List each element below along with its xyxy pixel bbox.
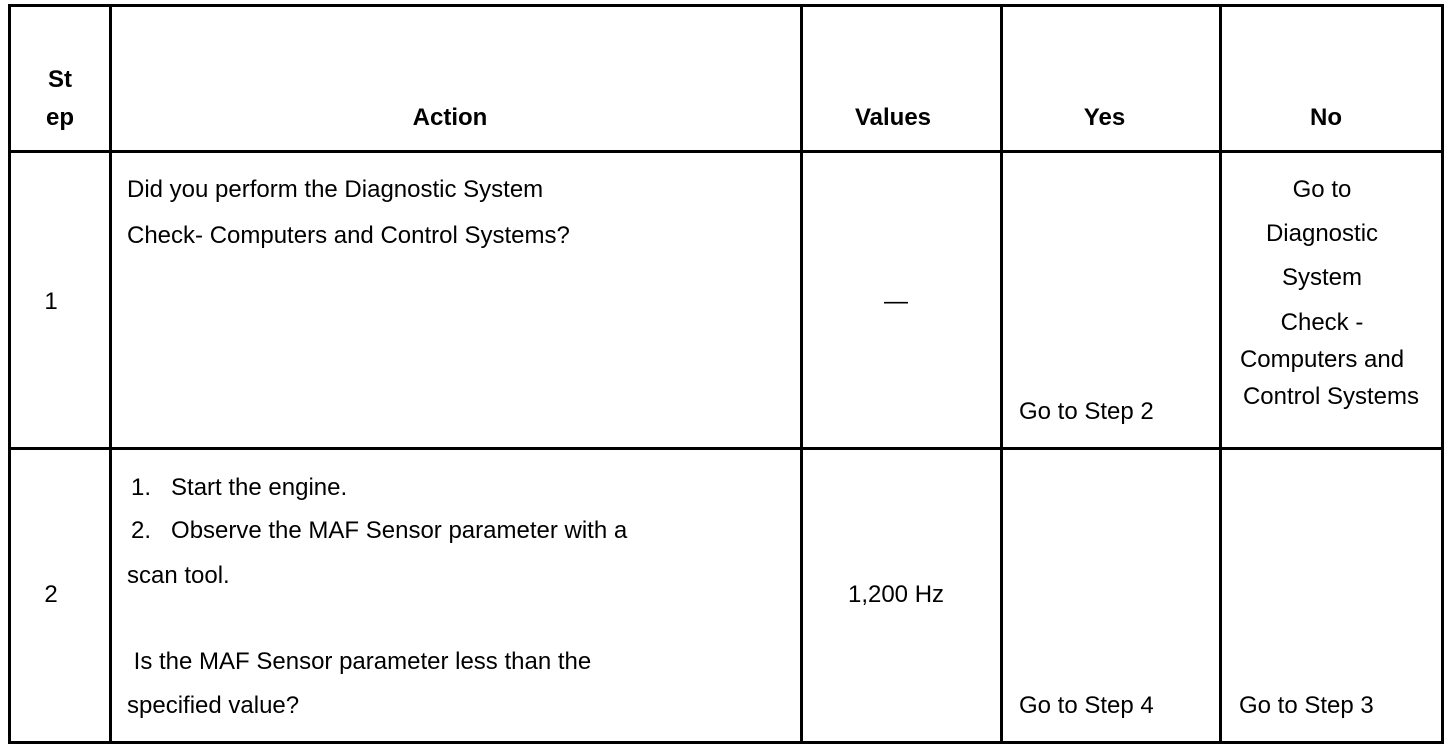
row-divider [8, 447, 1444, 450]
row1-no-line6: Control Systems [1242, 383, 1420, 410]
row2-yes: Go to Step 4 [1019, 692, 1154, 719]
header-action: Action [412, 104, 488, 131]
header-values: Values [854, 104, 932, 131]
row1-no-line5: Computers and [1239, 346, 1405, 373]
row1-yes: Go to Step 2 [1019, 398, 1154, 425]
header-step-line2: ep [45, 104, 74, 131]
row1-action-line2: Check- Computers and Control Systems? [127, 222, 570, 249]
row1-value: — [884, 288, 908, 315]
header-step-line1: St [48, 66, 72, 93]
row1-no-line1: Go to [1292, 176, 1352, 203]
row2-action-line5: specified value? [127, 692, 300, 719]
row2-action-line4: Is the MAF Sensor parameter less than the [127, 648, 592, 675]
row1-no-line2: Diagnostic [1265, 220, 1379, 247]
table-border-bottom [8, 741, 1444, 744]
row2-action-line3: scan tool. [127, 562, 230, 589]
row2-action-line2: 2. Observe the MAF Sensor parameter with a [131, 517, 628, 544]
row1-no-line4: Check - [1280, 309, 1364, 336]
row1-step: 1 [44, 288, 58, 315]
table-border-right [1441, 4, 1444, 744]
table-border-top [8, 4, 1444, 7]
row2-no: Go to Step 3 [1239, 692, 1374, 719]
header-divider [8, 150, 1444, 153]
header-no: No [1310, 104, 1342, 131]
header-yes: Yes [1083, 104, 1126, 131]
row1-no-line3: System [1281, 264, 1362, 291]
row2-action-line1: 1. Start the engine. [131, 474, 348, 501]
row2-step: 2 [44, 581, 58, 608]
row2-value: 1,200 Hz [847, 581, 945, 608]
row1-action-line1: Did you perform the Diagnostic System [127, 176, 544, 203]
